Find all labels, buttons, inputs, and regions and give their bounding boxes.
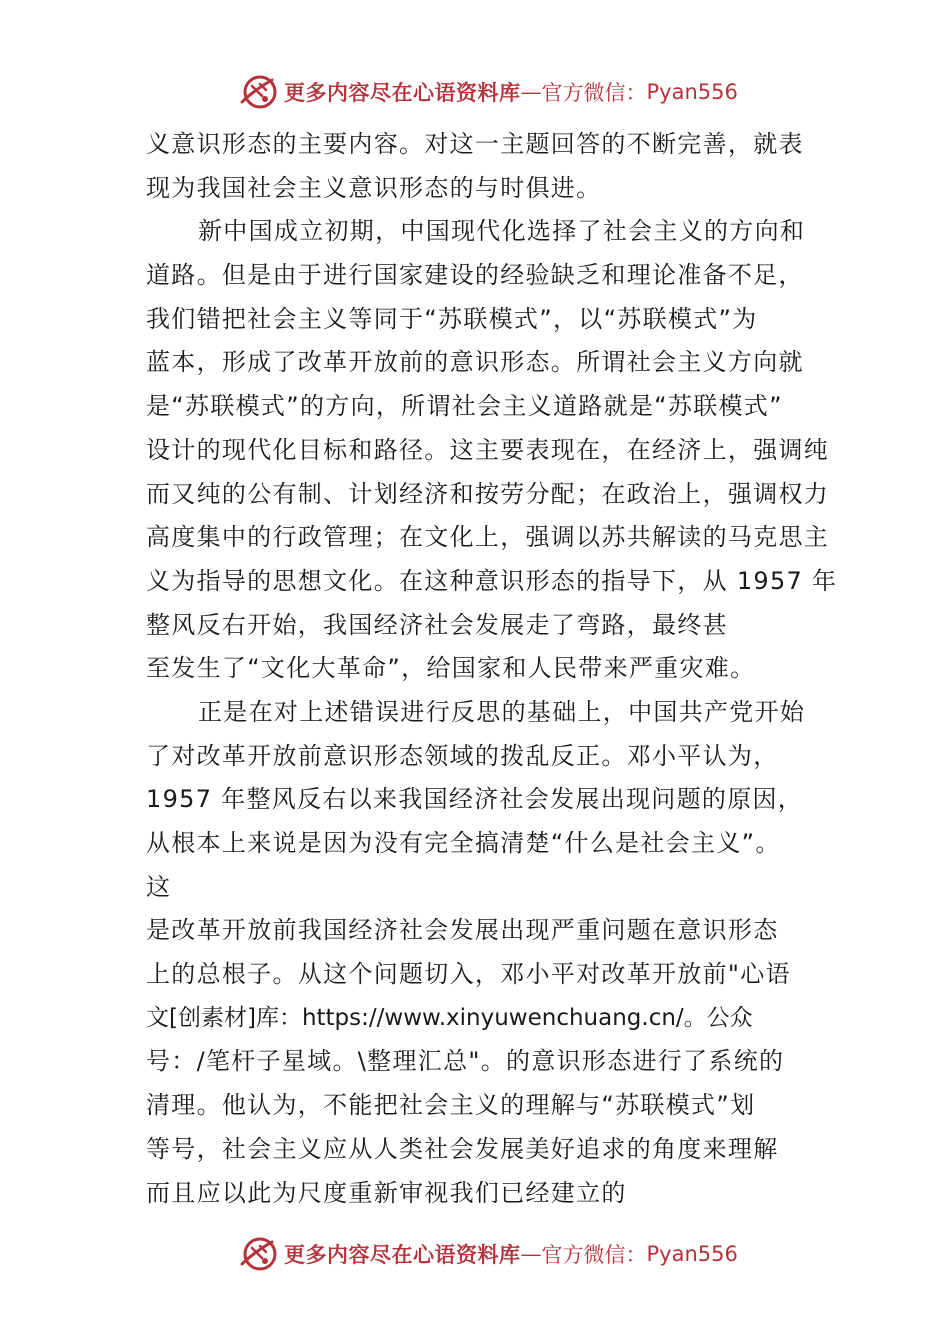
footer-banner [238, 1232, 738, 1276]
header-wechat-id: Pyan556 [646, 80, 738, 104]
text-line: 高度集中的行政管理；在文化上，强调以苏共解读的马克思主 [146, 523, 830, 552]
text-line: 等号，社会主义应从人类社会发展美好追求的角度来理解 [146, 1134, 779, 1163]
text-line: 号：/笔杆子星域。\整理汇总"。的意识形态进行了系统的 [146, 1047, 785, 1076]
text-line: 义意识形态的主要内容。对这一主题回答的不断完善，就表 [146, 130, 804, 158]
text-line: 道路。但是由于进行国家建设的经验缺乏和理论准备不足， [146, 261, 804, 290]
text-line: 新中国成立初期，中国现代化选择了社会主义的方向和 [198, 217, 806, 246]
header-wechat-label: 官方微信： [541, 81, 647, 105]
text-line: 文[创素材]库：https://www.xinyuwenchuang.cn/。公众 [146, 1004, 753, 1031]
text-line: 至发生了“文化大革命”，给国家和人民带来严重灾难。 [146, 654, 756, 683]
text-line: 正是在对上述错误进行反思的基础上，中国共产党开始 [198, 697, 806, 726]
text-line: 设计的现代化目标和路径。这主要表现在，在经济上，强调纯 [146, 435, 830, 464]
document-body [146, 123, 838, 1215]
text-line: 是改革开放前我国经济社会发展出现严重问题在意识形态 [146, 916, 779, 945]
text-line: 1957 年整风反右以来我国经济社会发展出现问题的原因， [146, 785, 804, 814]
brand-logo-icon [238, 72, 278, 112]
text-line: 而又纯的公有制、计划经济和按劳分配；在政治上，强调权力 [146, 479, 830, 508]
header-banner [238, 70, 738, 114]
brand-logo-icon [238, 1234, 278, 1274]
footer-wechat-id: Pyan556 [646, 1242, 738, 1266]
text-line: 清理。他认为，不能把社会主义的理解与“苏联模式”划 [146, 1091, 756, 1120]
text-line: 义为指导的思想文化。在这种意识形态的指导下，从 1957 年 [146, 566, 838, 595]
text-line: 蓝本，形成了改革开放前的意识形态。所谓社会主义方向就 [146, 348, 804, 377]
footer-dash: — [520, 1242, 542, 1266]
footer-wechat-label: 官方微信： [541, 1243, 647, 1267]
text-line: 是“苏联模式”的方向，所谓社会主义道路就是“苏联模式” [146, 392, 783, 421]
text-line: 从根本上来说是因为没有完全搞清楚“什么是社会主义”。 [146, 829, 781, 857]
header-slogan: 更多内容尽在心语资料库 [284, 80, 521, 105]
text-line: 我们错把社会主义等同于“苏联模式”，以“苏联模式”为 [146, 304, 758, 333]
header-dash: — [520, 80, 542, 104]
text-line: 现为我国社会主义意识形态的与时俱进。 [146, 173, 602, 202]
text-line: 整风反右开始，我国经济社会发展走了弯路，最终甚 [146, 610, 728, 639]
text-line: 而且应以此为尺度重新审视我们已经建立的 [146, 1178, 627, 1207]
footer-slogan: 更多内容尽在心语资料库 [284, 1242, 521, 1267]
text-line: 这 [146, 872, 172, 901]
text-line: 了对改革开放前意识形态领域的拨乱反正。邓小平认为， [146, 741, 779, 770]
text-line: 上的总根子。从这个问题切入，邓小平对改革开放前"心语 [146, 960, 791, 989]
